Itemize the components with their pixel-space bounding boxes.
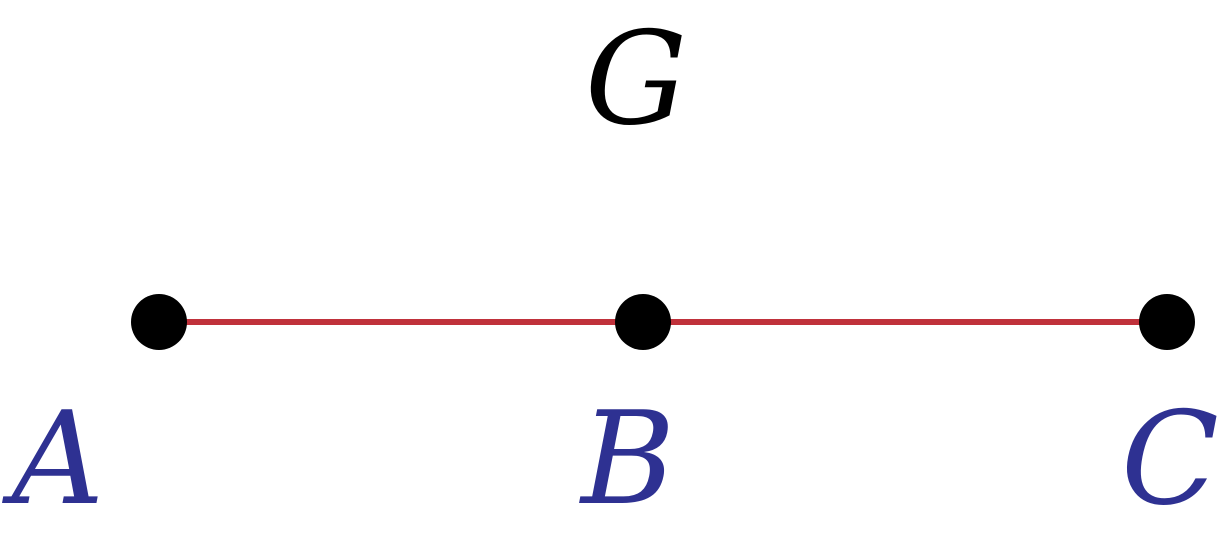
vertex-b (615, 294, 671, 350)
vertex-label-b: B (580, 385, 676, 534)
vertex-label-a: A (11, 385, 105, 534)
vertex-a (131, 294, 187, 350)
graph-label: G (584, 5, 688, 154)
vertex-c (1139, 294, 1195, 350)
vertex-label-c: C (1121, 385, 1219, 534)
